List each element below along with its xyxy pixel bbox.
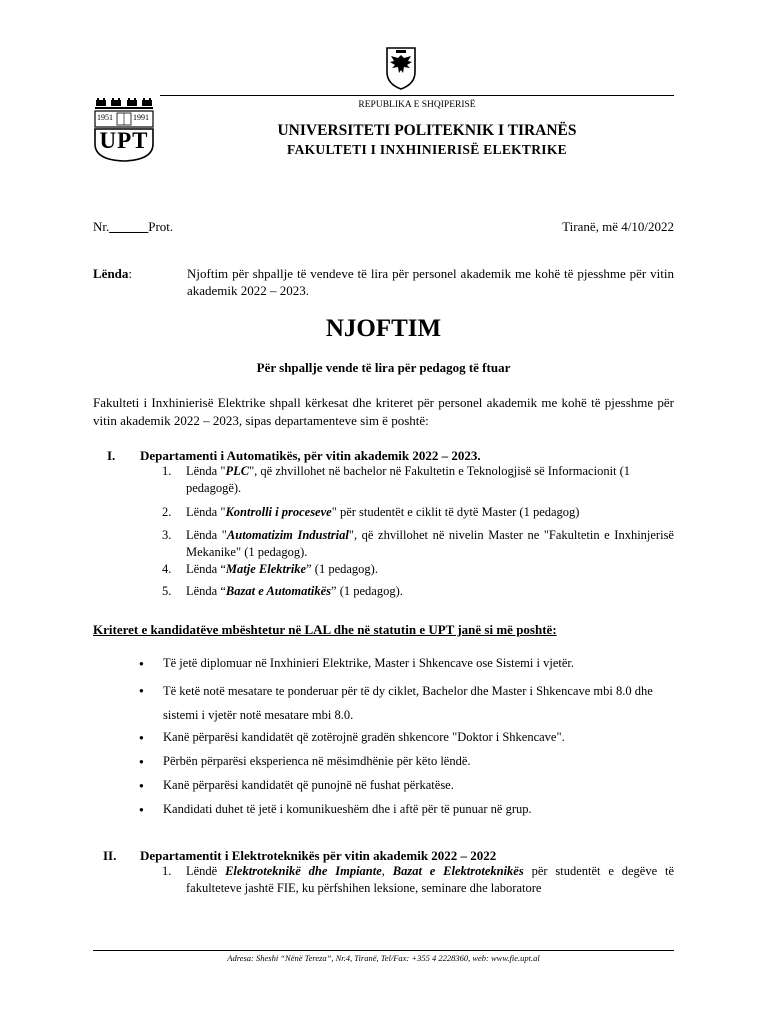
- list-item: ● Kanë përparësi kandidatët që punojnë në fushat përkatëse.: [137, 777, 674, 801]
- list-item: ● Kandidati duhet të jetë i komunikueshëm dhe i aftë për të punuar në grup.: [137, 801, 674, 825]
- criteria-list: [137, 655, 674, 825]
- faculty-name: FAKULTETI I INXHINIERISË ELEKTRIKE: [287, 142, 567, 157]
- dept1-number: I.: [107, 448, 116, 463]
- list-item: 4. Lënda “Matje Elektrike” (1 pedagog).: [162, 562, 378, 576]
- logo-year-right: 1991: [133, 113, 149, 122]
- dept1-title: Departamenti i Automatikës, për vitin akademik 2022 – 2023.: [140, 448, 481, 463]
- list-item: 2. Lënda "Kontrolli i proceseve" për studentët e ciklit të dytë Master (1 pedagog): [162, 505, 580, 519]
- albanian-emblem: [384, 46, 418, 90]
- list-item: ● Përbën përparësi eksperienca në mësimdhënie për këto lëndë.: [137, 753, 674, 777]
- dept2-title: Departamentit i Elektroteknikës për vitin akademik 2022 – 2022: [140, 848, 497, 863]
- list-item: ● Të ketë notë mesatare te ponderuar për të dy ciklet, Bachelor dhe Master i Shkencave mbi 8.0 dhe sistemi i vjetër notë mesatare mbi 8.0.: [137, 679, 674, 729]
- logo-year-left: 1951: [97, 113, 113, 122]
- dept2-number: II.: [103, 848, 117, 863]
- list-item: 5. Lënda “Bazat e Automatikës” (1 pedagog).: [162, 584, 403, 598]
- dept1-list: [160, 463, 674, 603]
- list-item: ● Kanë përparësi kandidatët që zotërojnë gradën shkencore "Doktor i Shkencave".: [137, 729, 674, 753]
- page-title: NJOFTIM: [325, 315, 442, 342]
- university-name: UNIVERSITETI POLITEKNIK I TIRANËS: [277, 122, 577, 139]
- upt-logo: [93, 98, 155, 162]
- subject-label: Lënda:: [93, 266, 133, 281]
- list-item: 1. Lënda "PLC", që zhvillohet në bachelor në Fakultetin e Teknologjisë së Informacionit (1 pedagogë).: [162, 464, 631, 495]
- header-divider: [160, 95, 674, 96]
- republic-label: REPUBLIKA E SHQIPERISË: [358, 100, 476, 110]
- list-item: ● Të jetë diplomuar në Inxhinieri Elektrike, Master i Shkencave ose Sistemi i vjetër.: [137, 655, 674, 679]
- dept2-list-item: 1. Lëndë Elektroteknikë dhe Impiante, Bazat e Elektroteknikës për studentët e degëve të fakulteteve jashtë FIE, ku përfshihen leksione, seminare dhe laboratore: [162, 864, 675, 895]
- subject-text: Njoftim për shpallje të vendeve të lira për personel akademik me kohë të pjesshme për vitin akademik 2022 – 2023.: [187, 266, 674, 298]
- footer-divider: [93, 950, 674, 951]
- intro-paragraph: Fakulteti i Inxhinierisë Elektrike shpall kërkesat dhe kriteret për personel akademik me kohë të pjesshme për vitin akademik 2022 – 2023, sipas departamenteve sim ë poshtë:: [93, 395, 674, 428]
- criteria-heading: Kriteret e kandidatëve mbështetur në LAL dhe në statutin e UPT janë si më poshtë:: [93, 622, 557, 637]
- footer-address: Adresa: Sheshi “Nënë Tereza”, Nr.4, Tiranë, Tel/Fax: +355 4 2228360, web: www.fie.upt.al: [227, 953, 540, 963]
- logo-letters: UPT: [99, 128, 149, 153]
- document-date: Tiranë, më 4/10/2022: [562, 219, 674, 234]
- subtitle: Për shpallje vende të lira për pedagog të ftuar: [256, 360, 511, 375]
- reference-number: Nr.______Prot.: [93, 219, 174, 234]
- list-item: 3. Lënda "Automatizim Industrial", që zhvillohet në nivelin Master ne "Fakultetin e Inxhinjerisë Mekanike" (1 pedagog).: [162, 528, 674, 559]
